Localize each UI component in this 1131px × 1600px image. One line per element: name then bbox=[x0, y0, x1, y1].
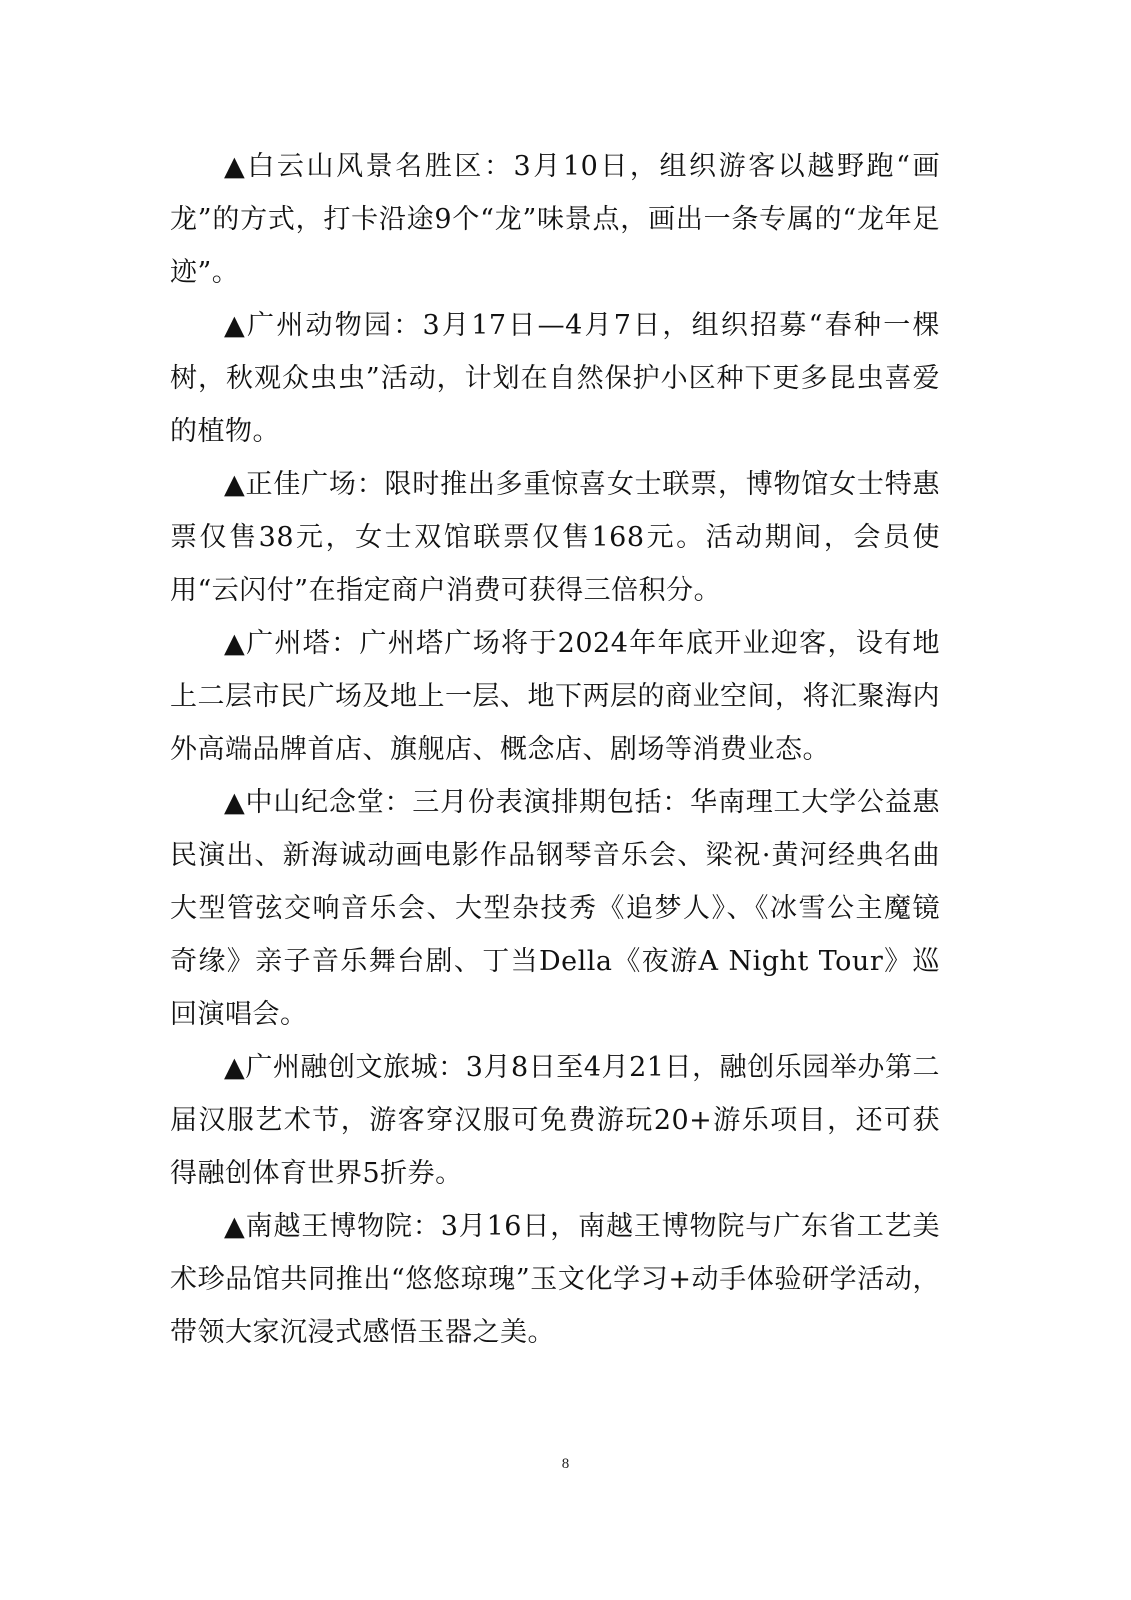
paragraph-sun-yat-sen-memorial-hall: ▲中山纪念堂：三月份表演排期包括：华南理工大学公益惠民演出、新海诚动画电影作品钢琴音乐会、梁祝·黄河经典名曲大型管弦交响音乐会、大型杂技秀《追梦人》、《冰雪公主魔镜奇缘》亲子音乐舞台剧、丁当Della《夜游A Night Tour》巡回演唱会。 bbox=[170, 787, 940, 1030]
paragraph-canton-tower: ▲广州塔：广州塔广场将于2024年年底开业迎客，设有地上二层市民广场及地上一层、地下两层的商业空间，将汇聚海内外高端品牌首店、旗舰店、概念店、剧场等消费业态。 bbox=[170, 628, 940, 765]
paragraph-guangzhou-zoo: ▲广州动物园：3月17日—4月7日，组织招募“春种一棵树，秋观众虫虫”活动，计划在自然保护小区种下更多昆虫喜爱的植物。 bbox=[170, 310, 940, 447]
paragraph-grandview-mall: ▲正佳广场：限时推出多重惊喜女士联票，博物馆女士特惠票仅售38元，女士双馆联票仅售168元。活动期间，会员使用“云闪付”在指定商户消费可获得三倍积分。 bbox=[170, 469, 940, 606]
paragraph-baiyunshan: ▲白云山风景名胜区：3月10日，组织游客以越野跑“画龙”的方式，打卡沿途9个“龙”味景点，画出一条专属的“龙年足迹”。 bbox=[170, 151, 940, 288]
body-text bbox=[170, 140, 940, 1359]
paragraph-nanyue-king-museum: ▲南越王博物院：3月16日，南越王博物院与广东省工艺美术珍品馆共同推出“悠悠琼瑰”玉文化学习+动手体验研学活动，带领大家沉浸式感悟玉器之美。 bbox=[170, 1211, 940, 1348]
page-number: 8 bbox=[561, 1456, 570, 1472]
paragraph-sunac-cultural-tourism-city: ▲广州融创文旅城：3月8日至4月21日，融创乐园举办第二届汉服艺术节，游客穿汉服可免费游玩20+游乐项目，还可获得融创体育世界5折券。 bbox=[170, 1052, 940, 1189]
